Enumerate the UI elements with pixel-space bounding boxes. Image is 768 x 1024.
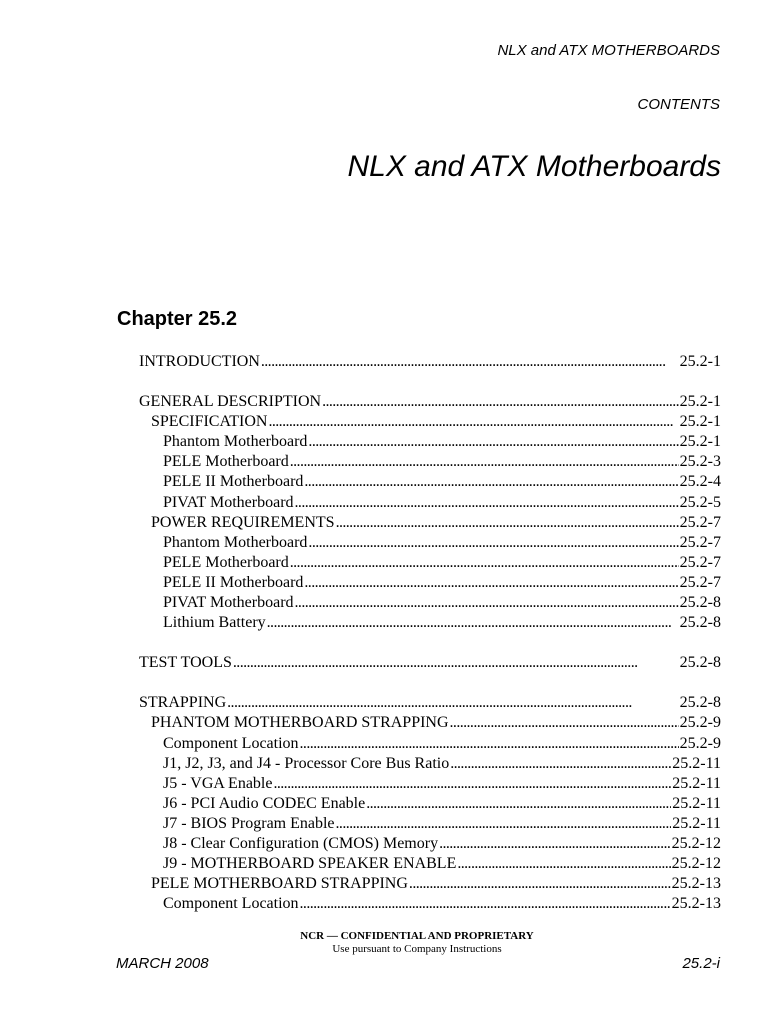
- toc-entry-page: 25.2-11: [672, 754, 721, 772]
- toc-entry-title: PELE Motherboard: [163, 553, 289, 571]
- toc-dot-leader: [268, 412, 678, 432]
- toc-entry-title: PHANTOM MOTHERBOARD STRAPPING: [151, 714, 449, 732]
- toc-entry: [139, 533, 721, 553]
- toc-entry-title: Phantom Motherboard: [163, 533, 308, 551]
- footer-confidential-notice: NCR — CONFIDENTIAL AND PROPRIETARY: [300, 930, 534, 942]
- footer-page-number: 25.2-i: [682, 955, 720, 972]
- footer-instructions: Use pursuant to Company Instructions: [332, 943, 502, 955]
- toc-dot-leader: [295, 493, 679, 513]
- toc-dot-leader: [308, 432, 678, 452]
- toc-entry: [139, 754, 721, 774]
- toc-entry: [139, 472, 721, 492]
- toc-entry: [139, 894, 721, 914]
- toc-entry-page: 25.2-11: [672, 794, 721, 812]
- toc-dot-leader: [450, 713, 679, 733]
- toc-entry-page: 25.2-11: [672, 774, 721, 792]
- toc-entry-title: PELE Motherboard: [163, 453, 289, 471]
- toc-dot-leader: [322, 392, 679, 412]
- toc-entry-page: 25.2-8: [679, 614, 721, 632]
- section-label: CONTENTS: [637, 96, 720, 113]
- toc-entry-title: Component Location: [163, 895, 299, 913]
- footer-date: MARCH 2008: [116, 955, 209, 972]
- toc-entry-title: J6 - PCI Audio CODEC Enable: [163, 794, 366, 812]
- toc-entry-page: 25.2-8: [679, 654, 721, 672]
- toc-entry-title: PIVAT Motherboard: [163, 594, 294, 612]
- toc-dot-leader: [233, 653, 679, 673]
- toc-entry: [139, 613, 721, 633]
- toc-entry-title: STRAPPING: [139, 694, 227, 712]
- toc-entry-page: 25.2-5: [679, 493, 721, 511]
- chapter-heading: Chapter 25.2: [117, 308, 238, 330]
- toc-dot-leader: [336, 513, 679, 533]
- toc-entry-page: 25.2-12: [671, 855, 721, 873]
- toc-entry-title: Lithium Battery: [163, 614, 266, 632]
- toc-entry-title: TEST TOOLS: [139, 654, 232, 672]
- toc-dot-leader: [366, 794, 671, 814]
- toc-dot-leader: [300, 734, 679, 754]
- toc-entry-title: PELE MOTHERBOARD STRAPPING: [151, 875, 408, 893]
- toc-entry: [139, 513, 721, 533]
- toc-dot-leader: [450, 754, 671, 774]
- toc-entry-page: 25.2-1: [679, 393, 721, 411]
- toc-entry-page: 25.2-7: [679, 553, 721, 571]
- toc-entry-page: 25.2-13: [671, 895, 721, 913]
- toc-dot-leader: [261, 352, 679, 372]
- toc-dot-leader: [290, 553, 679, 573]
- toc-entry-page: 25.2-11: [672, 814, 721, 832]
- document-title: NLX and ATX Motherboards: [347, 150, 721, 183]
- toc-entry: [139, 432, 721, 452]
- toc-entry-page: 25.2-7: [679, 513, 721, 531]
- toc-entry: [139, 874, 721, 894]
- table-of-contents: [139, 352, 721, 914]
- toc-entry: [139, 734, 721, 754]
- toc-entry: [139, 854, 721, 874]
- toc-entry-page: 25.2-13: [671, 875, 721, 893]
- toc-entry: [139, 493, 721, 513]
- toc-entry: [139, 452, 721, 472]
- toc-entry: [139, 412, 721, 432]
- toc-dot-leader: [227, 693, 679, 713]
- toc-entry-page: 25.2-4: [679, 473, 721, 491]
- toc-entry-page: 25.2-1: [679, 433, 721, 451]
- toc-entry-page: 25.2-9: [679, 734, 721, 752]
- toc-entry: [139, 814, 721, 834]
- toc-entry-title: PELE II Motherboard: [163, 473, 304, 491]
- toc-dot-leader: [290, 452, 679, 472]
- toc-entry-title: J7 - BIOS Program Enable: [163, 814, 335, 832]
- toc-dot-leader: [409, 874, 671, 894]
- toc-entry-page: 25.2-7: [679, 533, 721, 551]
- toc-entry: [139, 392, 721, 412]
- toc-entry-page: 25.2-7: [679, 573, 721, 591]
- toc-entry: [139, 713, 721, 733]
- toc-entry-title: PELE II Motherboard: [163, 573, 304, 591]
- toc-entry: [139, 653, 721, 673]
- toc-entry: [139, 794, 721, 814]
- toc-entry-page: 25.2-12: [671, 834, 721, 852]
- toc-entry-page: 25.2-1: [679, 353, 721, 370]
- toc-dot-leader: [273, 774, 671, 794]
- toc-entry-title: J5 - VGA Enable: [163, 774, 273, 792]
- toc-entry-title: POWER REQUIREMENTS: [151, 513, 335, 531]
- toc-entry: [139, 593, 721, 613]
- toc-entry: [139, 352, 721, 372]
- toc-entry-title: PIVAT Motherboard: [163, 493, 294, 511]
- toc-entry-page: 25.2-1: [679, 413, 721, 431]
- toc-entry: [139, 774, 721, 794]
- toc-entry-title: Phantom Motherboard: [163, 433, 308, 451]
- toc-entry-page: 25.2-8: [679, 594, 721, 612]
- toc-dot-leader: [295, 593, 679, 613]
- toc-entry-title: GENERAL DESCRIPTION: [139, 393, 322, 411]
- toc-dot-leader: [457, 854, 670, 874]
- toc-dot-leader: [267, 613, 679, 633]
- toc-dot-leader: [439, 834, 671, 854]
- toc-entry-title: Component Location: [163, 734, 299, 752]
- toc-dot-leader: [300, 894, 671, 914]
- toc-dot-leader: [336, 814, 672, 834]
- toc-entry: [139, 693, 721, 713]
- toc-dot-leader: [304, 472, 678, 492]
- toc-entry: [139, 573, 721, 593]
- toc-entry-page: 25.2-9: [679, 714, 721, 732]
- toc-dot-leader: [308, 533, 678, 553]
- toc-entry-page: 25.2-8: [679, 694, 721, 712]
- toc-entry-title: J1, J2, J3, and J4 - Processor Core Bus Ratio: [163, 754, 450, 772]
- toc-entry: [139, 834, 721, 854]
- toc-entry-title: SPECIFICATION: [151, 413, 268, 431]
- toc-entry: [139, 553, 721, 573]
- running-head: NLX and ATX MOTHERBOARDS: [497, 42, 720, 59]
- toc-dot-leader: [304, 573, 678, 593]
- toc-entry-title: J8 - Clear Configuration (CMOS) Memory: [163, 834, 439, 852]
- toc-entry-page: 25.2-3: [679, 453, 721, 471]
- toc-entry-title: INTRODUCTION: [139, 353, 260, 370]
- toc-entry-title: J9 - MOTHERBOARD SPEAKER ENABLE: [163, 855, 457, 873]
